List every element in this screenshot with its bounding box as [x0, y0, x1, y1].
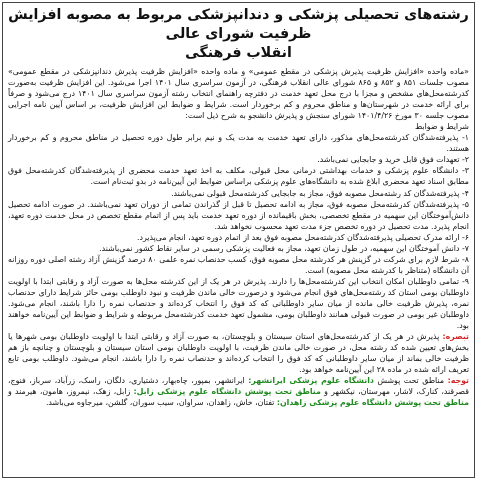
condition-item-4: ۴- پذیرفته‌شدگان کد رشته‌محل مصوبه فوق، مجاز به جابجایی کدرشته‌محل قبولی نمی‌باشند. [171, 188, 469, 198]
condition-item-2: ۲- تعهدات فوق قابل خرید و جابجایی نمی‌باشد. [317, 155, 469, 165]
note-label: تبصره: [442, 332, 469, 342]
condition-item-8: ۸- شرط لازم برای شرکت در گزینش هر کدرشته محل مصوبه فوق، کسب حدنصاب نمره علمی ۸۰ درصد گزینش آزاد رشته اصلی دوره روزانه آن دانشگاه (متناظر با کدرشته محل مصوبه) است. [8, 254, 469, 275]
document-body [8, 66, 469, 408]
footnote-paragraph [8, 375, 469, 408]
note-paragraph [8, 331, 469, 375]
university-name-zabol: مناطق تحت پوشش دانشگاه علوم پزشکی زابل: [133, 387, 321, 397]
condition-item-3: ۳- دانشگاه علوم پزشکی و خدمات بهداشتی درمانی محل قبولی، مکلف به اخذ تعهد خدمت محضری از پذیرفته‌شدگان کدرشته‌محل فوق مطابق اسناد تعهد محضری ابلاغ شده به دانشگاه‌های علوم پزشکی براساس ضوابط این آیین‌نامه در بدو ثبت‌نام است. [8, 166, 469, 187]
footnote-text-4: تفتان، خاش، زاهدان، سراوان، سیب سوران، گلشن، میرجاوه می‌باشد. [45, 398, 277, 408]
conditions-heading: شرایط و ضوابط [414, 122, 469, 132]
condition-item-7: ۷- دانش آموختگان این سهمیه، در طول زمان تعهد، مجاز به فعالیت پزشکی رسمی در سایر نقاط کشور نمی‌باشند. [99, 243, 469, 253]
university-name-zahedan: مناطق تحت پوشش دانشگاه علوم پزشکی زاهدان: [276, 398, 469, 408]
condition-item-9: ۹- تمامی داوطلبان امکان انتخاب این کدرشته‌محل‌ها را دارند. پذیرش در هر یک از این کدرشته محل‌ها به صورت آزاد و رقابتی ابتدا با اولویت داوطلبان بومی استان کد رشته‌محل‌های فوق انجام می‌شود و درصورت خالی ماندن ظرفیت و نبود داوطلب بومی حائز شرایط دارای حدنصاب نمره، پذیرش ظرفیت خالی مانده از میان سایر داوطلبانی که کد فوق را انتخاب کرده‌اند و حدنصاب نمره را دارا باشند، انجام می‌شود. داوطلبان غیر بومی در صورت قبولی همانند داوطلبان بومی، مشمول تعهد خدمت کدرشته‌محل مربوطه و شرایط و ضوابط این آیین‌نامه خواهند بود. [8, 276, 469, 331]
document-title-line-2: انقلاب فرهنگی [185, 45, 292, 61]
university-name-iranshahr: دانشگاه علوم پزشکی ایرانشهر: [248, 376, 374, 386]
document-title-line-1: رشته‌های تحصیلی پزشکی و دندانپزشکی مربوط به مصوبه افزایش ظرفیت شورای عالی [8, 7, 469, 42]
footnote-text-2: ایرانشهر، بمپور، چاه‌بهار، دشتیاری، دلگان، راسک، زرآباد، سرباز، فنوج، قصرقند، کنارک، لاشار، مهرستان، نیکشهر و [8, 376, 469, 397]
intro-paragraph: «ماده واحده «افزایش ظرفیت پذیرش پزشکی در مقطع عمومی» و ماده واحده «افزایش ظرفیت پذیرش دندانپزشکی در مقطع عمومی» مصوب جلسات ۸۵۱ و ۸۵۲ و ۸۶۵ شورای عالی انقلاب فرهنگی، در آزمون سراسری سال ۱۴۰۱ اجرا می‌شود. این افزایش ظرفیت به‌صورت کدرشته‌محل‌های مشخص و مجزا با درج محل تعهد خدمت در دفترچه راهنمای انتخاب رشته آزمون سراسری سال ۱۴۰۱ درج می‌شود و صرفاً برای ارائه خدمت در شهرستان‌ها و مناطق محروم و کم برخوردار است. شرایط و ضوابط این افزایش ظرفیت، بر اساس آیین نامه اجرایی مصوب جلسه ۳۰ مورخ ۱۴۰۱/۴/۲۶ شورای سنجش و پذیرش دانشجو به شرح ذیل است: [8, 67, 469, 121]
condition-item-5: ۵- پذیرفته‌شدگان کدرشته‌محل مصوبه فوق، مجاز به ادامه تحصیل تا قبل از گذراندن تمامی از دوران تعهد نمی‌باشند. در صورت ادامه تحصیل دانش‌آموختگان این سهمیه در مقطع تخصصی، بخش باقیمانده از دوره تعهد خدمت باید پس از اتمام مقطع تخصص در محل خدمت دوره تعهد، انجام پذیرد. مدت تحصیل در دوره تخصص جزء مدت تعهد محسوب نخواهد شد. [8, 199, 469, 231]
footnote-text-1: مناطق تحت پوشش [373, 376, 448, 386]
document-title [8, 6, 469, 63]
footnote-text-3: زابل، زهک، نیمروز، هامون، هیرمند و [8, 387, 134, 397]
document-frame [2, 2, 475, 478]
note-text: پذیرش در هر یک از کدرشته‌محل‌های استان سیستان و بلوچستان، به صورت آزاد و رقابتی ابتدا با اولویت داوطلبان بومی شهرها یا بخش‌های تعیین شده کد رشته محل، در صورت خالی ماندن ظرفیت، با اولویت داوطلبان بومی استان سیستان و بلوچستان و چنانچه باز هم ظرفیت خالی بماند از میان سایر داوطلبانی که کد فوق را انتخاب کرده‌اند و حدنصاب نمره را دارا باشند، انجام می‌شود. داوطلب بومی تابع تعریف ارائه شده در ماده ۲۸ این آیین‌نامه خواهد بود. [8, 332, 469, 375]
condition-item-6: ۶- ارائه مدرک تحصیلی پذیرفته‌شدگان کدرشته‌محل مصوبه فوق بعد از اتمام دوره تعهد، انجام می‌پذیرد. [136, 232, 469, 242]
footnote-label: توجه: [447, 376, 469, 386]
condition-item-1: ۱- پذیرفته‌شدگان کدرشته‌محل‌های مذکور، دارای تعهد خدمت به مدت یک و نیم برابر طول دوره تحصیل در مناطق محروم و کم برخوردار هستند. [8, 133, 469, 154]
